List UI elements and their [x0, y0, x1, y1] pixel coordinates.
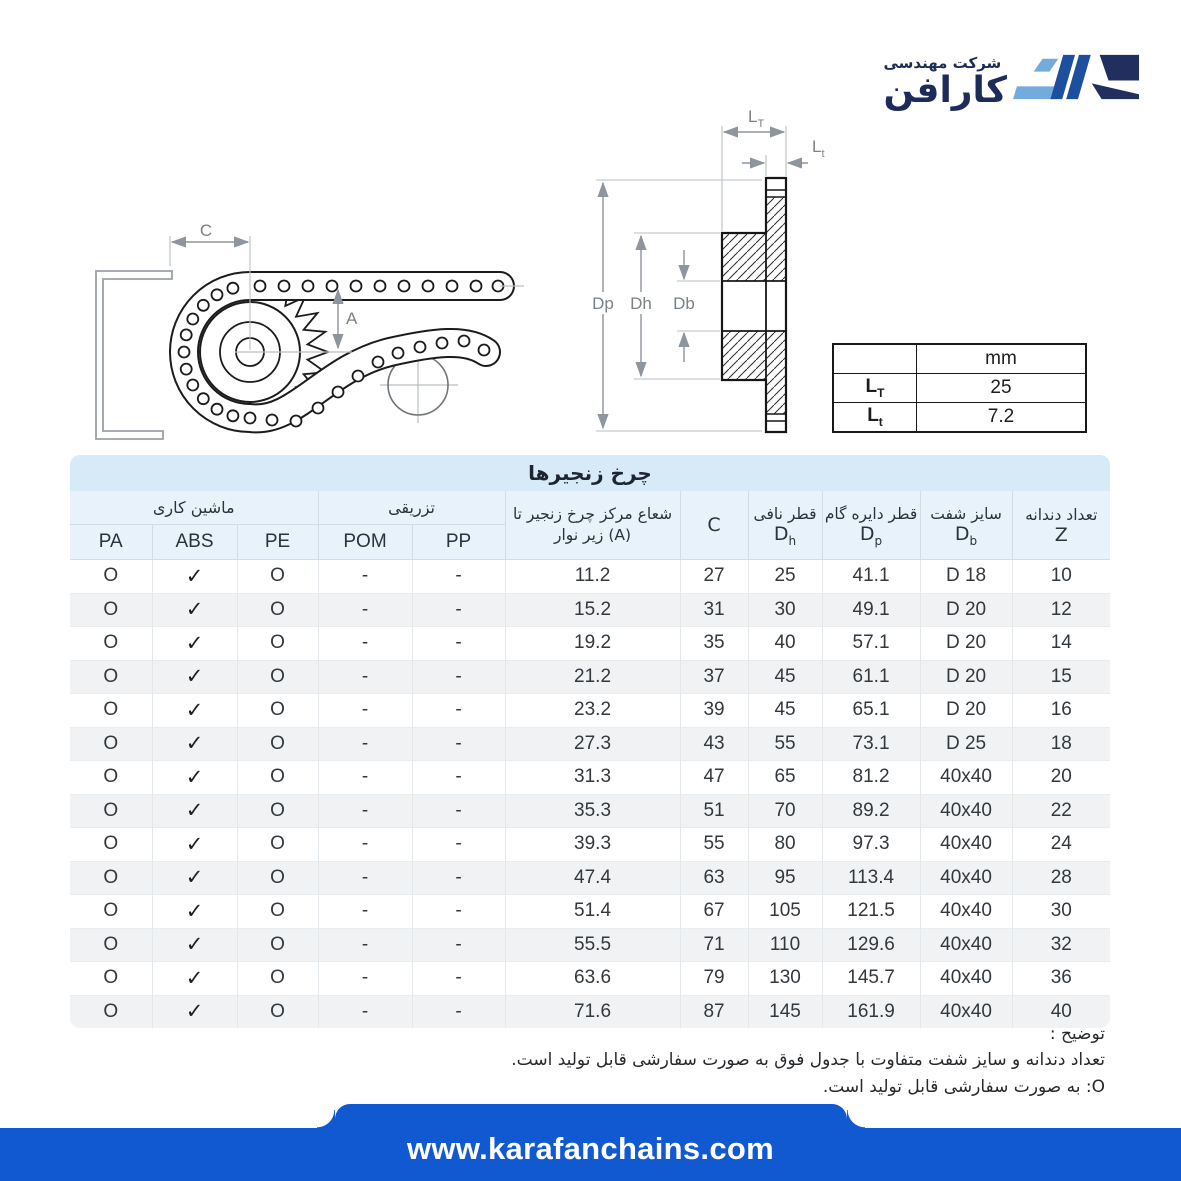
cell-pom: - [318, 727, 412, 761]
cell-pp: - [412, 861, 505, 895]
cell-db: 40x40 [920, 895, 1012, 929]
cell-z: 30 [1012, 895, 1110, 929]
header-col-pp: PP [412, 525, 505, 560]
cell-abs: ✓ [152, 660, 237, 694]
cell-c: 39 [680, 694, 748, 728]
cell-pa: O [70, 995, 152, 1028]
cell-dh: 70 [748, 794, 822, 828]
header-col-pa: PA [70, 525, 152, 560]
empty-cell [833, 344, 917, 374]
sprocket-table [70, 455, 1110, 1028]
cell-a: 31.3 [505, 761, 680, 795]
cell-dp: 41.1 [822, 560, 920, 594]
cell-dh: 95 [748, 861, 822, 895]
table-row [833, 403, 1086, 433]
header-col-pom: POM [318, 525, 412, 560]
table-row [70, 794, 1110, 828]
cell-pp: - [412, 727, 505, 761]
cell-a: 35.3 [505, 794, 680, 828]
cell-pa: O [70, 727, 152, 761]
cell-z: 10 [1012, 560, 1110, 594]
cell-c: 47 [680, 761, 748, 795]
cell-abs: ✓ [152, 895, 237, 929]
cell-pa: O [70, 593, 152, 627]
website-link[interactable]: www.karafanchains.com [407, 1130, 774, 1166]
table-row [70, 962, 1110, 996]
cell-z: 14 [1012, 627, 1110, 661]
cell-pom: - [318, 761, 412, 795]
cell-abs: ✓ [152, 694, 237, 728]
table-row [70, 761, 1110, 795]
cell-z: 18 [1012, 727, 1110, 761]
header-col-z: تعداد دندانه Z [1012, 491, 1110, 560]
cell-c: 63 [680, 861, 748, 895]
dim-label-db: Db [673, 294, 695, 313]
cell-dh: 105 [748, 895, 822, 929]
cell-pom: - [318, 861, 412, 895]
cell-a: 23.2 [505, 694, 680, 728]
cell-abs: ✓ [152, 627, 237, 661]
cell-pp: - [412, 962, 505, 996]
cell-abs: ✓ [152, 794, 237, 828]
cell-a: 19.2 [505, 627, 680, 661]
cell-pa: O [70, 660, 152, 694]
lt-small-value: 7.2 [917, 403, 1087, 433]
cell-db: D 20 [920, 660, 1012, 694]
cell-c: 35 [680, 627, 748, 661]
footer-tab [335, 1104, 847, 1181]
lt-label: $L_T$ [833, 374, 917, 403]
dim-label-dp: Dp [592, 294, 614, 313]
cell-pa: O [70, 627, 152, 661]
cell-db: 40x40 [920, 995, 1012, 1028]
cell-pa: O [70, 895, 152, 929]
cell-pe: O [237, 861, 318, 895]
cell-pe: O [237, 694, 318, 728]
cell-pp: - [412, 928, 505, 962]
table-row [70, 928, 1110, 962]
cell-pe: O [237, 761, 318, 795]
cell-dp: 81.2 [822, 761, 920, 795]
cell-c: 51 [680, 794, 748, 828]
table-body [70, 560, 1110, 1029]
header-col-dp: قطر دایره گام $D_p$ [822, 491, 920, 560]
cell-a: 47.4 [505, 861, 680, 895]
cell-a: 11.2 [505, 560, 680, 594]
cell-pp: - [412, 761, 505, 795]
cell-abs: ✓ [152, 928, 237, 962]
header-group-machining: ماشین کاری [70, 491, 318, 525]
cell-dp: 161.9 [822, 995, 920, 1028]
cell-a: 21.2 [505, 660, 680, 694]
company-name-label: کارافن [883, 70, 1007, 111]
note-title: توضیح : [1049, 1024, 1105, 1044]
dim-label-a: A [346, 309, 358, 328]
cell-db: 40x40 [920, 962, 1012, 996]
cell-z: 15 [1012, 660, 1110, 694]
cell-pom: - [318, 560, 412, 594]
cell-pom: - [318, 593, 412, 627]
cell-pa: O [70, 928, 152, 962]
cell-a: 15.2 [505, 593, 680, 627]
cell-dp: 65.1 [822, 694, 920, 728]
cell-c: 43 [680, 727, 748, 761]
cell-a: 71.6 [505, 995, 680, 1028]
cell-db: D 25 [920, 727, 1012, 761]
cell-z: 24 [1012, 828, 1110, 862]
cell-z: 40 [1012, 995, 1110, 1028]
cell-pe: O [237, 627, 318, 661]
cell-z: 22 [1012, 794, 1110, 828]
footnotes [511, 1021, 1105, 1100]
cell-a: 39.3 [505, 828, 680, 862]
table-row [70, 627, 1110, 661]
cell-c: 31 [680, 593, 748, 627]
cell-c: 87 [680, 995, 748, 1028]
cell-z: 16 [1012, 694, 1110, 728]
dim-label-c: C [199, 221, 213, 240]
note-line-1: تعداد دندانه و سایز شفت متفاوت با جدول فوق به صورت سفارشی قابل تولید است. [511, 1050, 1105, 1071]
header-col-c: C [680, 491, 748, 560]
cell-z: 36 [1012, 962, 1110, 996]
cell-pp: - [412, 593, 505, 627]
table-row [70, 828, 1110, 862]
cell-a: 55.5 [505, 928, 680, 962]
cell-z: 20 [1012, 761, 1110, 795]
cell-pe: O [237, 995, 318, 1028]
dim-label-lt: $L_T$ [748, 107, 765, 130]
cell-pp: - [412, 694, 505, 728]
cross-section-diagram [586, 107, 825, 432]
lt-small-label: $L_t$ [833, 403, 917, 433]
cell-dh: 130 [748, 962, 822, 996]
cell-pa: O [70, 761, 152, 795]
cell-c: 27 [680, 560, 748, 594]
cell-dp: 73.1 [822, 727, 920, 761]
cell-c: 71 [680, 928, 748, 962]
cell-pom: - [318, 627, 412, 661]
cell-pa: O [70, 694, 152, 728]
cell-pom: - [318, 995, 412, 1028]
cell-pp: - [412, 660, 505, 694]
cell-pom: - [318, 694, 412, 728]
cell-dh: 30 [748, 593, 822, 627]
cell-abs: ✓ [152, 861, 237, 895]
cell-db: D 18 [920, 560, 1012, 594]
header-group-injection: تزریقی [318, 491, 505, 525]
cell-pp: - [412, 995, 505, 1028]
cell-abs: ✓ [152, 727, 237, 761]
dim-label-dh: Dh [630, 294, 652, 313]
cell-pom: - [318, 794, 412, 828]
cell-a: 27.3 [505, 727, 680, 761]
cell-pp: - [412, 794, 505, 828]
cell-db: 40x40 [920, 928, 1012, 962]
cell-dh: 55 [748, 727, 822, 761]
table-row [70, 560, 1110, 594]
cell-dh: 65 [748, 761, 822, 795]
cell-pa: O [70, 560, 152, 594]
cell-db: 40x40 [920, 794, 1012, 828]
cell-pom: - [318, 828, 412, 862]
cell-db: D 20 [920, 694, 1012, 728]
cell-dp: 57.1 [822, 627, 920, 661]
table-row [70, 593, 1110, 627]
left-diagram [96, 221, 524, 439]
cell-db: 40x40 [920, 828, 1012, 862]
cell-dh: 80 [748, 828, 822, 862]
cell-dp: 145.7 [822, 962, 920, 996]
cell-pp: - [412, 895, 505, 929]
cell-dh: 25 [748, 560, 822, 594]
header-col-abs: ABS [152, 525, 237, 560]
cell-dp: 113.4 [822, 861, 920, 895]
cell-pe: O [237, 660, 318, 694]
cell-pp: - [412, 560, 505, 594]
table-row [70, 895, 1110, 929]
bracket-outline [96, 271, 172, 439]
cell-c: 55 [680, 828, 748, 862]
cell-pe: O [237, 895, 318, 929]
cell-abs: ✓ [152, 995, 237, 1028]
cell-pom: - [318, 962, 412, 996]
cell-dh: 45 [748, 694, 822, 728]
cell-c: 37 [680, 660, 748, 694]
cell-pp: - [412, 828, 505, 862]
cell-dh: 40 [748, 627, 822, 661]
cell-z: 12 [1012, 593, 1110, 627]
cell-abs: ✓ [152, 593, 237, 627]
cell-pe: O [237, 593, 318, 627]
cell-pom: - [318, 895, 412, 929]
cell-dh: 45 [748, 660, 822, 694]
cell-dp: 61.1 [822, 660, 920, 694]
table-row [833, 344, 1086, 374]
cell-pp: - [412, 627, 505, 661]
cell-pom: - [318, 660, 412, 694]
dim-label-lt-small: $L_t$ [812, 137, 825, 160]
cell-a: 51.4 [505, 895, 680, 929]
table-row [70, 660, 1110, 694]
cell-z: 32 [1012, 928, 1110, 962]
company-type-label: شرکت مهندسی [883, 54, 1002, 72]
header-col-db: سایز شفت $D_b$ [920, 491, 1012, 560]
cell-db: D 20 [920, 593, 1012, 627]
cell-pa: O [70, 861, 152, 895]
cell-abs: ✓ [152, 761, 237, 795]
header-col-pe: PE [237, 525, 318, 560]
cell-dp: 129.6 [822, 928, 920, 962]
cell-pa: O [70, 962, 152, 996]
cell-pe: O [237, 727, 318, 761]
cell-a: 63.6 [505, 962, 680, 996]
table-row [70, 727, 1110, 761]
cell-pe: O [237, 828, 318, 862]
cell-dp: 49.1 [822, 593, 920, 627]
cell-pe: O [237, 962, 318, 996]
cell-abs: ✓ [152, 828, 237, 862]
cell-db: D 20 [920, 627, 1012, 661]
cell-dp: 89.2 [822, 794, 920, 828]
table-title: چرخ زنجیرها [70, 455, 1110, 491]
cell-dp: 121.5 [822, 895, 920, 929]
table-row [833, 374, 1086, 403]
unit-header: mm [917, 344, 1087, 374]
cell-abs: ✓ [152, 560, 237, 594]
cell-c: 67 [680, 895, 748, 929]
cell-db: 40x40 [920, 861, 1012, 895]
cell-z: 28 [1012, 861, 1110, 895]
cell-dh: 110 [748, 928, 822, 962]
cell-db: 40x40 [920, 761, 1012, 795]
cell-pe: O [237, 928, 318, 962]
cell-pa: O [70, 794, 152, 828]
cell-dh: 145 [748, 995, 822, 1028]
cell-pe: O [237, 794, 318, 828]
lt-dimension-table [832, 343, 1087, 433]
table-row [70, 694, 1110, 728]
header-col-dh: قطر نافی $D_h$ [748, 491, 822, 560]
cell-pa: O [70, 828, 152, 862]
note-line-2: O: به صورت سفارشی قابل تولید است. [822, 1076, 1105, 1097]
cell-pe: O [237, 560, 318, 594]
header-col-a: شعاع مرکز چرخ زنجیر تا زیر نوار (A) [505, 491, 680, 560]
table-row [70, 861, 1110, 895]
cell-abs: ✓ [152, 962, 237, 996]
cell-c: 79 [680, 962, 748, 996]
cell-pom: - [318, 928, 412, 962]
cell-dp: 97.3 [822, 828, 920, 862]
lt-value: 25 [917, 374, 1087, 403]
